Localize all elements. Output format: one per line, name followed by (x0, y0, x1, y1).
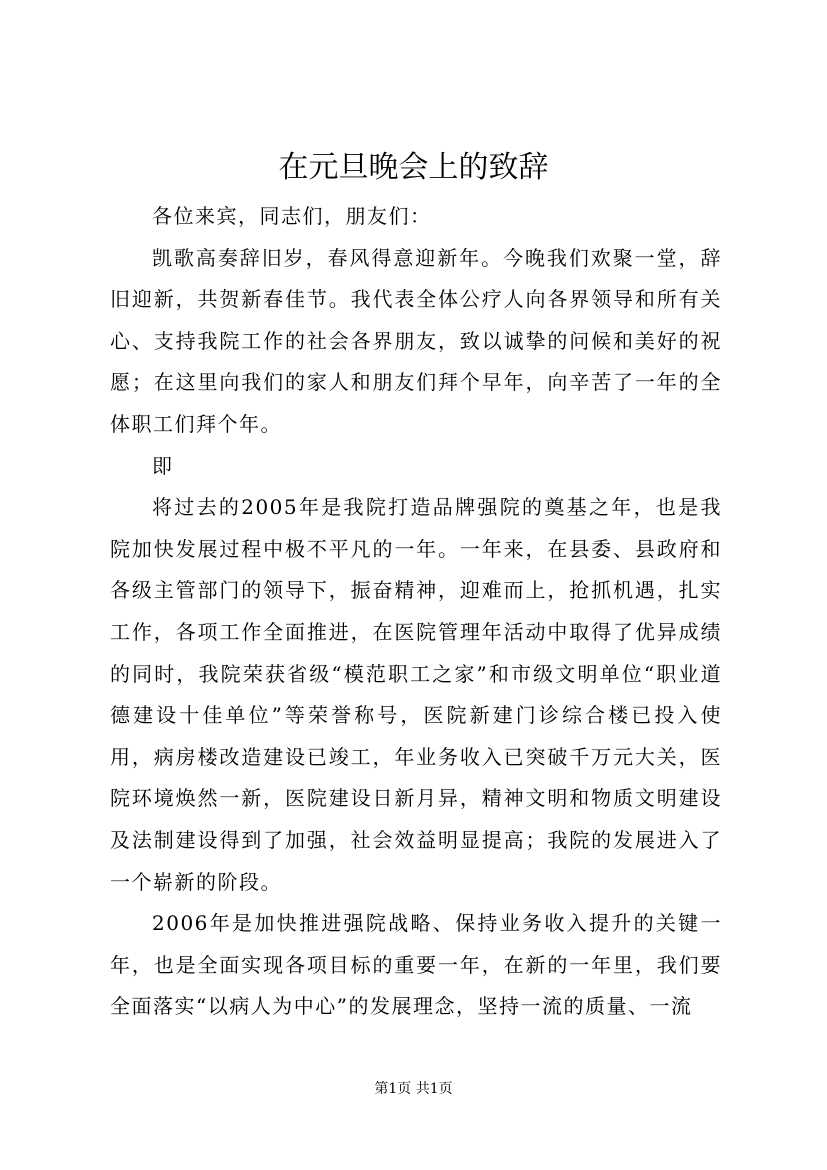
paragraph-review-2005: 将过去的2005年是我院打造品牌强院的奠基之年，也是我院加快发展过程中极不平凡的一年。一年来，在县委、县政府和各级主管部门的领导下，振奋精神，迎难而上，抢抓机遇，扎实工作，各项工作全面推进，在医院管理年活动中取得了优异成绩的同时，我院荣获省级“模范职工之家”和市级文明单位“职业道德建设十佳单位”等荣誉称号，医院新建门诊综合楼已投入使用，病房楼改造建设已竣工，年业务收入已突破千万元大关，医院环境焕然一新，医院建设日新月异，精神文明和物质文明建设及法制建设得到了加强，社会效益明显提高；我院的发展进入了一个崭新的阶段。 (110, 495, 722, 894)
document-title: 在元旦晚会上的致辞 (278, 150, 549, 185)
paragraph-greeting: 各位来宾，同志们，朋友们： (152, 204, 432, 228)
paragraph-opening: 凯歌高奏辞旧岁，春风得意迎新年。今晚我们欢聚一堂，辞旧迎新，共贺新春佳节。我代表全体公疗人向各界领导和所有关心、支持我院工作的社会各界朋友，致以诚挚的问候和美好的祝愿；在这里向我们的家人和朋友们拜个早年，向辛苦了一年的全体职工们拜个年。 (110, 245, 722, 436)
paragraph-outlook-2006: 2006年是加快推进强院战略、保持业务收入提升的关键一年，也是全面实现各项目标的重要一年，在新的一年里，我们要全面落实“以病人为中心”的发展理念，坚持一流的质量、一流 (110, 911, 722, 1019)
page-footer: 第1页 共1页 (374, 1081, 453, 1097)
document-body (110, 196, 722, 1028)
paragraph-fragment: 即 (152, 453, 174, 478)
